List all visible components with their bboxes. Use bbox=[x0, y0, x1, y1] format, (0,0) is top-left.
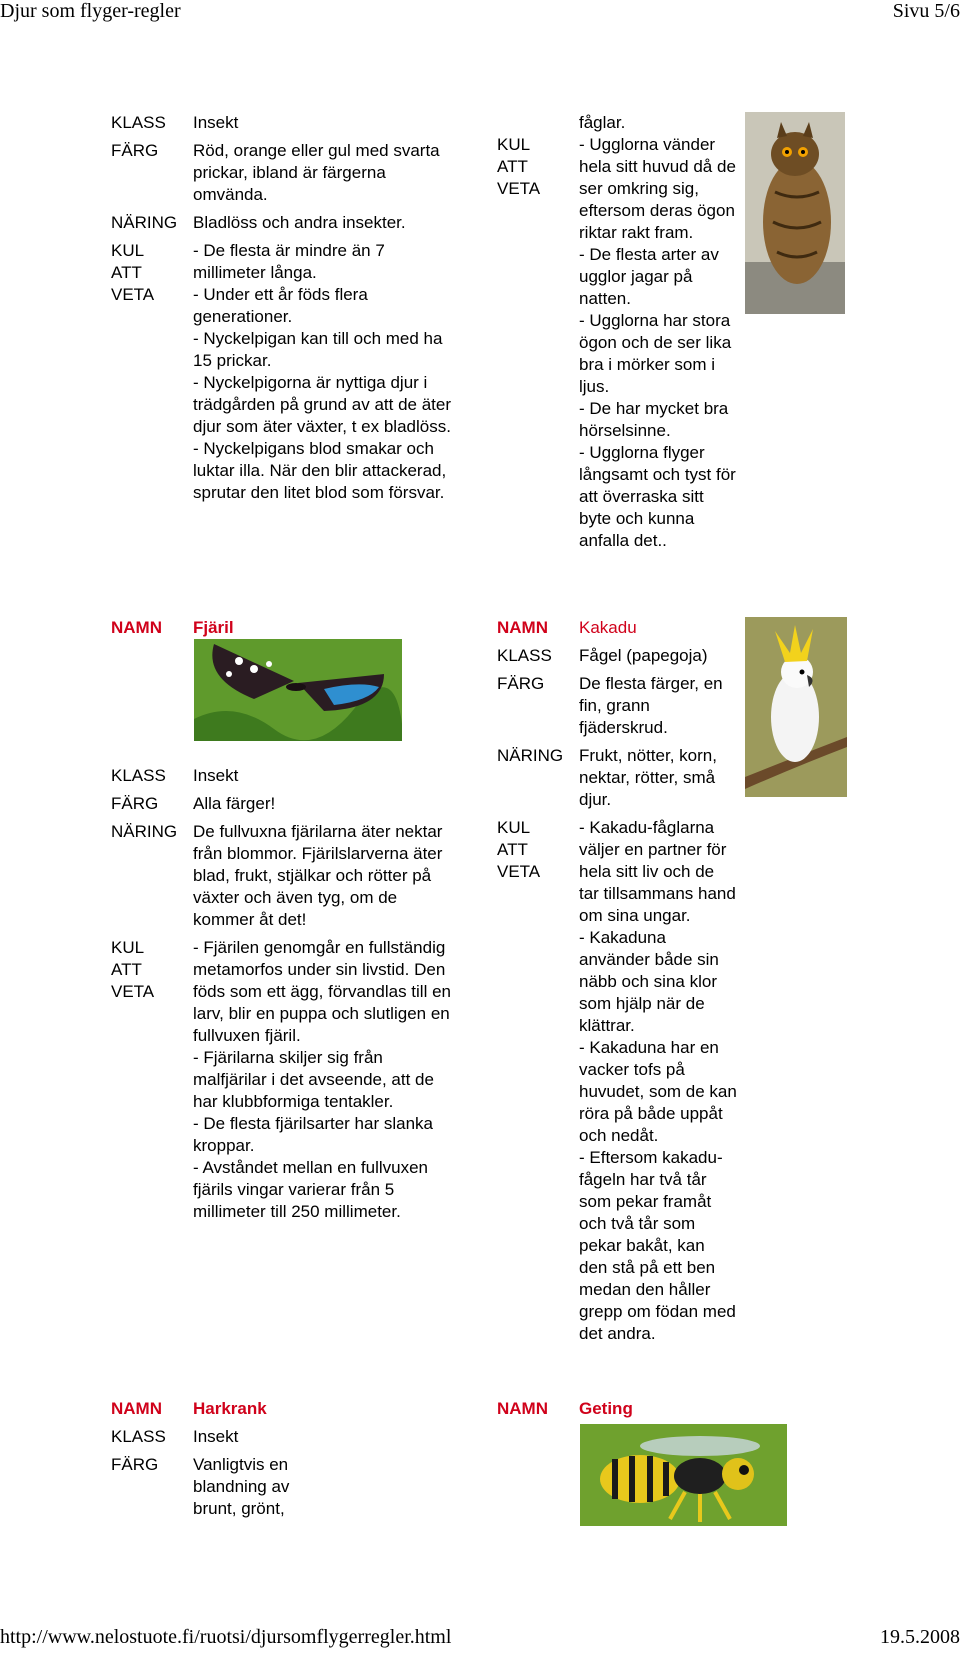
label-kul-att-veta: KUL ATT VETA bbox=[111, 241, 155, 304]
footer-url: http://www.nelostuote.fi/ruotsi/djursomflygerregler.html bbox=[0, 1626, 452, 1648]
butterfly-image bbox=[194, 639, 402, 741]
klass-value: Insekt bbox=[193, 113, 239, 132]
klass-value: Fågel (papegoja) bbox=[579, 646, 708, 665]
cockatoo-image bbox=[745, 617, 847, 797]
namn-value: Fjäril bbox=[193, 618, 234, 637]
label-namn: NAMN bbox=[497, 1399, 548, 1418]
entry-kakadu bbox=[497, 617, 737, 1351]
label-naring: NÄRING bbox=[111, 213, 178, 232]
label-farg: FÄRG bbox=[497, 674, 545, 693]
page-header-title: Djur som flyger-regler bbox=[0, 0, 181, 22]
label-kul-att-veta: KUL ATT VETA bbox=[497, 135, 541, 198]
label-farg: FÄRG bbox=[111, 1455, 159, 1474]
entry-geting bbox=[497, 1398, 737, 1426]
label-namn: NAMN bbox=[111, 618, 162, 637]
naring-value: Frukt, nötter, korn, nektar, rötter, små djur. bbox=[579, 746, 717, 809]
label-klass: KLASS bbox=[111, 766, 166, 785]
entry-nyckelpiga bbox=[111, 112, 451, 510]
entry-harkrank bbox=[111, 1398, 451, 1526]
wasp-image bbox=[580, 1424, 787, 1526]
page-number: Sivu 5/6 bbox=[892, 0, 960, 22]
klass-value: Insekt bbox=[193, 1427, 239, 1446]
kav-value: - De flesta är mindre än 7 millimeter långa. - Under ett år föds flera generationer. - Nyckelpigan kan till och med ha 15 prickar. - Nyckelpigorna är nyttiga djur i trädgården på grund av att de äter djur som äter växter, t ex bladlöss. - Nyckelpigans blod smakar och luktar illa. När den blir attackerad, sprutar den litet blod som försvar. bbox=[193, 241, 452, 502]
label-farg: FÄRG bbox=[111, 794, 159, 813]
footer-date: 19.5.2008 bbox=[880, 1626, 960, 1648]
label-namn: NAMN bbox=[111, 1399, 162, 1418]
label-klass: KLASS bbox=[111, 113, 166, 132]
label-kul-att-veta: KUL ATT VETA bbox=[497, 818, 541, 881]
farg-value: Röd, orange eller gul med svarta prickar, ibland är färgerna omvända. bbox=[193, 141, 440, 204]
namn-value: Kakadu bbox=[579, 618, 637, 637]
farg-value: De flesta färger, en fin, grann fjäderskrud. bbox=[579, 674, 723, 737]
label-klass: KLASS bbox=[497, 646, 552, 665]
label-farg: FÄRG bbox=[111, 141, 159, 160]
kav-value: - Kakadu-fåglarna väljer en partner för hela sitt liv och de tar tillsammans hand om sina ungar. - Kakaduna använder både sin näbb och sina klor som hjälp när de klättrar. - Kakaduna har en vacker tofs på huvudet, som de kan röra på både uppåt och nedåt. - Eftersom kakadu-fågeln har två tår som pekar framåt och två tår som pekar bakåt, kan den stå på ett ben medan den håller grepp om födan med det andra. bbox=[579, 818, 737, 1343]
label-naring: NÄRING bbox=[111, 822, 178, 841]
label-naring: NÄRING bbox=[497, 746, 564, 765]
label-namn: NAMN bbox=[497, 618, 548, 637]
naring-value: Bladlöss och andra insekter. bbox=[193, 213, 406, 232]
farg-value: Vanligtvis en blandning av brunt, grönt, bbox=[193, 1455, 290, 1518]
entry-uggla bbox=[497, 112, 737, 558]
label-klass: KLASS bbox=[111, 1427, 166, 1446]
uggla-top-text: fåglar. bbox=[579, 113, 626, 132]
klass-value: Insekt bbox=[193, 766, 239, 785]
owl-image bbox=[745, 112, 845, 314]
kav-value: - Fjärilen genomgår en fullständig metamorfos under sin livstid. Den föds som ett ägg, förvandlas till en larv, blir en puppa och slutligen en fullvuxen fjäril. - Fjärilarna skiljer sig från malfjärilar i det avseende, att de har klubbformiga tentakler. - De flesta fjärilsarter har slanka kroppar. - Avståndet mellan en fullvuxen fjärils vingar varierar från 5 millimeter till 250 millimeter. bbox=[193, 938, 451, 1221]
farg-value: Alla färger! bbox=[193, 794, 276, 813]
label-kul-att-veta: KUL ATT VETA bbox=[111, 938, 155, 1001]
namn-value: Harkrank bbox=[193, 1399, 267, 1418]
naring-value: De fullvuxna fjärilarna äter nektar från blommor. Fjärilslarverna äter blad, frukt, stjälkar och rötter på växter och även tyg, om de kommer åt det! bbox=[193, 822, 443, 929]
kav-value: - Ugglorna vänder hela sitt huvud då de ser omkring sig, eftersom deras ögon riktar rakt fram. - De flesta arter av ugglor jagar på natten. - Ugglorna har stora ögon och de ser lika bra i mörker som i ljus. - De har mycket bra hörselsinne. - Ugglorna flyger långsamt och tyst för att överraska sitt byte och kunna anfalla det.. bbox=[579, 135, 736, 550]
namn-value: Geting bbox=[579, 1399, 633, 1418]
